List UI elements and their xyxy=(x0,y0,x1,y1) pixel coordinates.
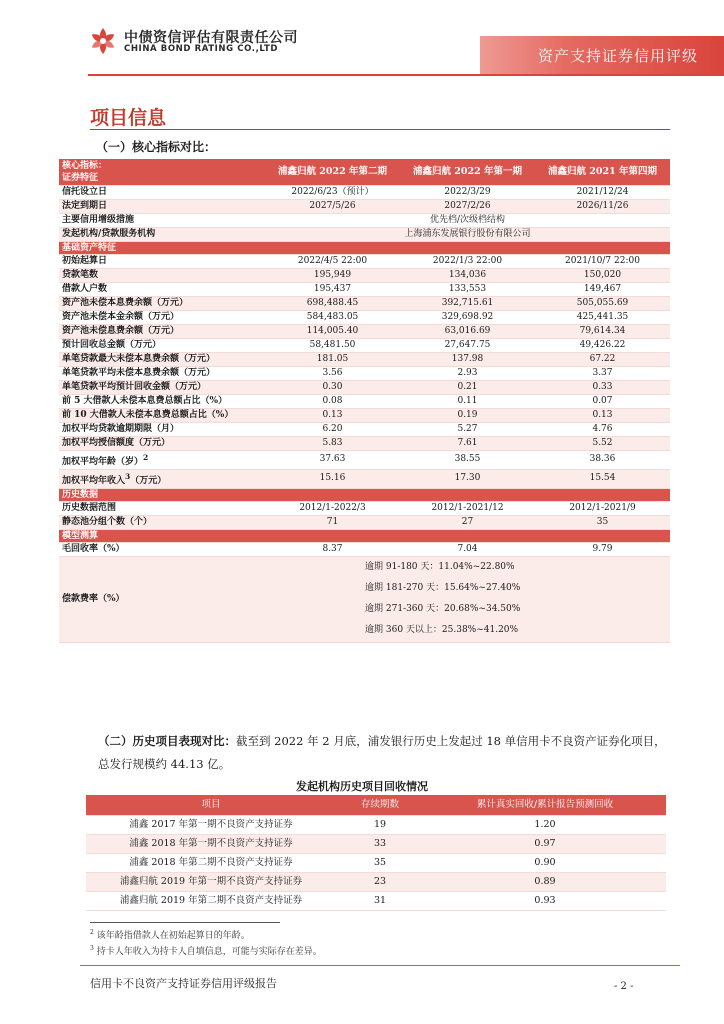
cell-value: 2022/1/3 22:00 xyxy=(400,254,535,268)
cell-value: 7.04 xyxy=(400,542,535,556)
cell-value: 71 xyxy=(265,515,400,529)
cell-value: 505,055.69 xyxy=(535,296,670,310)
footnote-marker: 3 xyxy=(125,471,131,481)
table-row xyxy=(59,338,670,352)
cell-value: 0.13 xyxy=(265,408,400,422)
section-header-row xyxy=(59,529,670,542)
ratio-value: 0.93 xyxy=(424,891,666,910)
section-divider xyxy=(90,129,670,130)
section-header: 历史数据 xyxy=(59,488,670,501)
table-row xyxy=(59,515,670,529)
cell-value: 392,715.61 xyxy=(400,296,535,310)
cell-value: 2.93 xyxy=(400,366,535,380)
row-label: 资产池未偿本息费余额（万元） xyxy=(59,296,265,310)
footnote-marker: 2 xyxy=(90,929,94,936)
cell-value: 195,949 xyxy=(265,268,400,282)
cell-value: 181.05 xyxy=(265,352,400,366)
cell-value: 150,020 xyxy=(535,268,670,282)
table-row xyxy=(59,199,670,213)
history-table xyxy=(86,795,666,911)
table-row xyxy=(86,872,666,891)
cell-value: 27 xyxy=(400,515,535,529)
table-row xyxy=(59,268,670,282)
row-label xyxy=(59,469,265,488)
table-row xyxy=(59,366,670,380)
row-label: 法定到期日 xyxy=(59,199,265,213)
row-label xyxy=(59,450,265,469)
cell-value-merged: 优先档/次级档结构 xyxy=(265,213,670,227)
company-name-cn: 中债资信评估有限责任公司 xyxy=(124,30,298,46)
column-header: 浦鑫归航 2021 年第四期 xyxy=(535,159,670,185)
fee-rate-line: 逾期 271-360 天：20.68%~34.50% xyxy=(365,604,521,614)
column-header: 存续期数 xyxy=(336,795,424,815)
ratio-value: 0.90 xyxy=(424,853,666,872)
cell-value: 0.30 xyxy=(265,380,400,394)
cell-value: 2012/1-2021/12 xyxy=(400,501,535,515)
cell-value: 0.33 xyxy=(535,380,670,394)
row-label: 预计回收总金额（万元） xyxy=(59,338,265,352)
periods-value: 31 xyxy=(336,891,424,910)
cell-value: 79,614.34 xyxy=(535,324,670,338)
cell-value: 0.08 xyxy=(265,394,400,408)
header-label-1: 核心指标： xyxy=(62,160,108,171)
column-header: 浦鑫归航 2022 年第一期 xyxy=(400,159,535,185)
footnote-divider xyxy=(90,922,280,923)
table-row xyxy=(59,394,670,408)
table-row xyxy=(86,834,666,853)
history-lead: （二）历史项目表现对比： xyxy=(98,734,236,748)
table-row xyxy=(59,227,670,241)
report-type: 资产支持证券信用评级 xyxy=(537,47,698,65)
table-row xyxy=(59,450,670,469)
cell-value: 2026/11/26 xyxy=(535,199,670,213)
row-label: 历史数据范围 xyxy=(59,501,265,515)
cell-value: 17.30 xyxy=(400,469,535,488)
cell-value: 425,441.35 xyxy=(535,310,670,324)
row-label: 借款人户数 xyxy=(59,282,265,296)
table-row xyxy=(59,324,670,338)
cell-value: 7.61 xyxy=(400,436,535,450)
company-name-en: CHINA BOND RATING CO.,LTD xyxy=(124,44,279,54)
header-label-2: 证券特征 xyxy=(62,172,99,183)
footnote-3 xyxy=(90,944,322,957)
fee-rate-line: 逾期 91-180 天：11.04%~22.80% xyxy=(365,562,515,572)
cell-value: 329,698.92 xyxy=(400,310,535,324)
cell-value: 63,016.69 xyxy=(400,324,535,338)
footer-title: 信用卡不良资产支持证券信用评级报告 xyxy=(90,977,277,990)
table-header-row xyxy=(59,159,670,185)
cell-value: 49,426.22 xyxy=(535,338,670,352)
table-row xyxy=(59,282,670,296)
cell-value: 2012/1-2021/9 xyxy=(535,501,670,515)
row-label: 单笔贷款平均预计回收金额（万元） xyxy=(59,380,265,394)
row-label: 资产池未偿本金余额（万元） xyxy=(59,310,265,324)
cell-value: 4.76 xyxy=(535,422,670,436)
cell-value: 9.79 xyxy=(535,542,670,556)
periods-value: 33 xyxy=(336,834,424,853)
ratio-value: 0.89 xyxy=(424,872,666,891)
cell-value: 2022/4/5 22:00 xyxy=(265,254,400,268)
fee-rate-cell xyxy=(265,556,670,642)
footnote-marker: 2 xyxy=(143,452,149,462)
project-name: 浦鑫归航 2019 年第二期不良资产支持证券 xyxy=(86,891,336,910)
cell-value: 195,437 xyxy=(265,282,400,296)
table-row xyxy=(59,254,670,268)
ratio-value: 1.20 xyxy=(424,815,666,834)
table-row xyxy=(86,891,666,910)
history-paragraph xyxy=(98,730,670,776)
section-title: 项目信息 xyxy=(90,107,167,129)
cell-value: 15.54 xyxy=(535,469,670,488)
row-label: 贷款笔数 xyxy=(59,268,265,282)
cell-value: 0.19 xyxy=(400,408,535,422)
table-row xyxy=(59,556,670,642)
table-row xyxy=(59,310,670,324)
page-header xyxy=(0,0,724,76)
cell-value: 2022/6/23（预计） xyxy=(265,185,400,199)
project-name: 浦鑫 2018 年第二期不良资产支持证券 xyxy=(86,853,336,872)
cell-value: 2021/10/7 22:00 xyxy=(535,254,670,268)
footnote-2 xyxy=(90,928,250,941)
section-header-row xyxy=(59,241,670,254)
cell-value: 8.37 xyxy=(265,542,400,556)
cell-value: 38.36 xyxy=(535,450,670,469)
cell-value: 37.63 xyxy=(265,450,400,469)
section-header-row xyxy=(59,488,670,501)
cell-value: 137.98 xyxy=(400,352,535,366)
row-label: 加权平均授信额度（万元） xyxy=(59,436,265,450)
cell-value: 0.13 xyxy=(535,408,670,422)
header-label-cell xyxy=(59,159,265,185)
row-label: 单笔贷款最大未偿本息费余额（万元） xyxy=(59,352,265,366)
table-row xyxy=(59,296,670,310)
header-banner xyxy=(480,36,724,74)
table-row xyxy=(59,501,670,515)
row-label: 加权平均贷款逾期期限（月） xyxy=(59,422,265,436)
row-label: 前 5 大借款人未偿本息费总额占比（%） xyxy=(59,394,265,408)
footnote-text: 持卡人年收入为持卡人自填信息，可能与实际存在差异。 xyxy=(96,947,322,957)
cell-value: 2022/3/29 xyxy=(400,185,535,199)
history-table-title: 发起机构历史项目回收情况 xyxy=(296,780,428,793)
fee-rate-line: 逾期 181-270 天：15.64%~27.40% xyxy=(365,583,521,593)
cell-value: 5.52 xyxy=(535,436,670,450)
row-label: 毛回收率（%） xyxy=(59,542,265,556)
column-header: 累计真实回收/累计报告预测回收 xyxy=(424,795,666,815)
table-row xyxy=(59,380,670,394)
project-name: 浦鑫 2017 年第一期不良资产支持证券 xyxy=(86,815,336,834)
cell-value: 584,483.05 xyxy=(265,310,400,324)
table-row xyxy=(59,469,670,488)
periods-value: 23 xyxy=(336,872,424,891)
cell-value: 27,647.75 xyxy=(400,338,535,352)
cell-value: 2027/2/26 xyxy=(400,199,535,213)
footnote-marker: 3 xyxy=(90,945,94,952)
row-label: 偿款费率（%） xyxy=(59,556,265,642)
table-row xyxy=(59,422,670,436)
cell-value: 0.07 xyxy=(535,394,670,408)
cell-value: 6.20 xyxy=(265,422,400,436)
cell-value: 35 xyxy=(535,515,670,529)
cell-value: 133,553 xyxy=(400,282,535,296)
cell-value: 15.16 xyxy=(265,469,400,488)
row-label: 主要信用增级措施 xyxy=(59,213,265,227)
core-indicators-table xyxy=(59,159,670,643)
company-logo-icon xyxy=(88,26,118,56)
row-label: 信托设立日 xyxy=(59,185,265,199)
row-label-suffix: （万元） xyxy=(130,475,167,486)
cell-value: 2027/5/26 xyxy=(265,199,400,213)
row-label-text: 加权平均年收入 xyxy=(62,475,126,486)
table-row xyxy=(59,408,670,422)
core-indicators-subtitle: （一）核心指标对比： xyxy=(96,140,217,154)
cell-value: 698,488.45 xyxy=(265,296,400,310)
header-divider xyxy=(88,74,724,76)
fee-rate-line: 逾期 360 天以上：25.38%~41.20% xyxy=(365,625,519,635)
section-header: 基础资产特征 xyxy=(59,241,670,254)
periods-value: 35 xyxy=(336,853,424,872)
section-header: 模型测算 xyxy=(59,529,670,542)
table-row xyxy=(86,853,666,872)
table-header-row xyxy=(86,795,666,815)
project-name: 浦鑫 2018 年第一期不良资产支持证券 xyxy=(86,834,336,853)
footnote-text: 该年龄指借款人在初始起算日的年龄。 xyxy=(96,931,250,941)
periods-value: 19 xyxy=(336,815,424,834)
footer-divider xyxy=(80,965,680,966)
row-label-text: 加权平均年龄（岁） xyxy=(62,456,144,467)
table-row xyxy=(59,542,670,556)
cell-value: 134,036 xyxy=(400,268,535,282)
cell-value: 114,005.40 xyxy=(265,324,400,338)
cell-value-merged: 上海浦东发展银行股份有限公司 xyxy=(265,227,670,241)
row-label: 发起机构/贷款服务机构 xyxy=(59,227,265,241)
table-row xyxy=(86,815,666,834)
table-row xyxy=(59,185,670,199)
cell-value: 2021/12/24 xyxy=(535,185,670,199)
cell-value: 0.21 xyxy=(400,380,535,394)
cell-value: 3.37 xyxy=(535,366,670,380)
cell-value: 0.11 xyxy=(400,394,535,408)
table-row xyxy=(59,436,670,450)
page-number: - 2 - xyxy=(614,981,634,992)
ratio-value: 0.97 xyxy=(424,834,666,853)
row-label: 资产池未偿息费余额（万元） xyxy=(59,324,265,338)
cell-value: 3.56 xyxy=(265,366,400,380)
cell-value: 2012/1-2022/3 xyxy=(265,501,400,515)
cell-value: 5.27 xyxy=(400,422,535,436)
table-row xyxy=(59,213,670,227)
row-label: 单笔贷款平均未偿本息费余额（万元） xyxy=(59,366,265,380)
row-label: 静态池分组个数（个） xyxy=(59,515,265,529)
table-row xyxy=(59,352,670,366)
row-label: 初始起算日 xyxy=(59,254,265,268)
cell-value: 5.83 xyxy=(265,436,400,450)
column-header: 项目 xyxy=(86,795,336,815)
column-header: 浦鑫归航 2022 年第二期 xyxy=(265,159,400,185)
cell-value: 67.22 xyxy=(535,352,670,366)
cell-value: 149,467 xyxy=(535,282,670,296)
row-label: 前 10 大借款人未偿本息费总额占比（%） xyxy=(59,408,265,422)
cell-value: 38.55 xyxy=(400,450,535,469)
project-name: 浦鑫归航 2019 年第一期不良资产支持证券 xyxy=(86,872,336,891)
cell-value: 58,481.50 xyxy=(265,338,400,352)
history-text: 截至到 2022 年 2 月底，浦发银行历史上发起过 18 单信用卡不良资产证券化项目，总发行规模约 44.13 亿。 xyxy=(98,734,666,771)
